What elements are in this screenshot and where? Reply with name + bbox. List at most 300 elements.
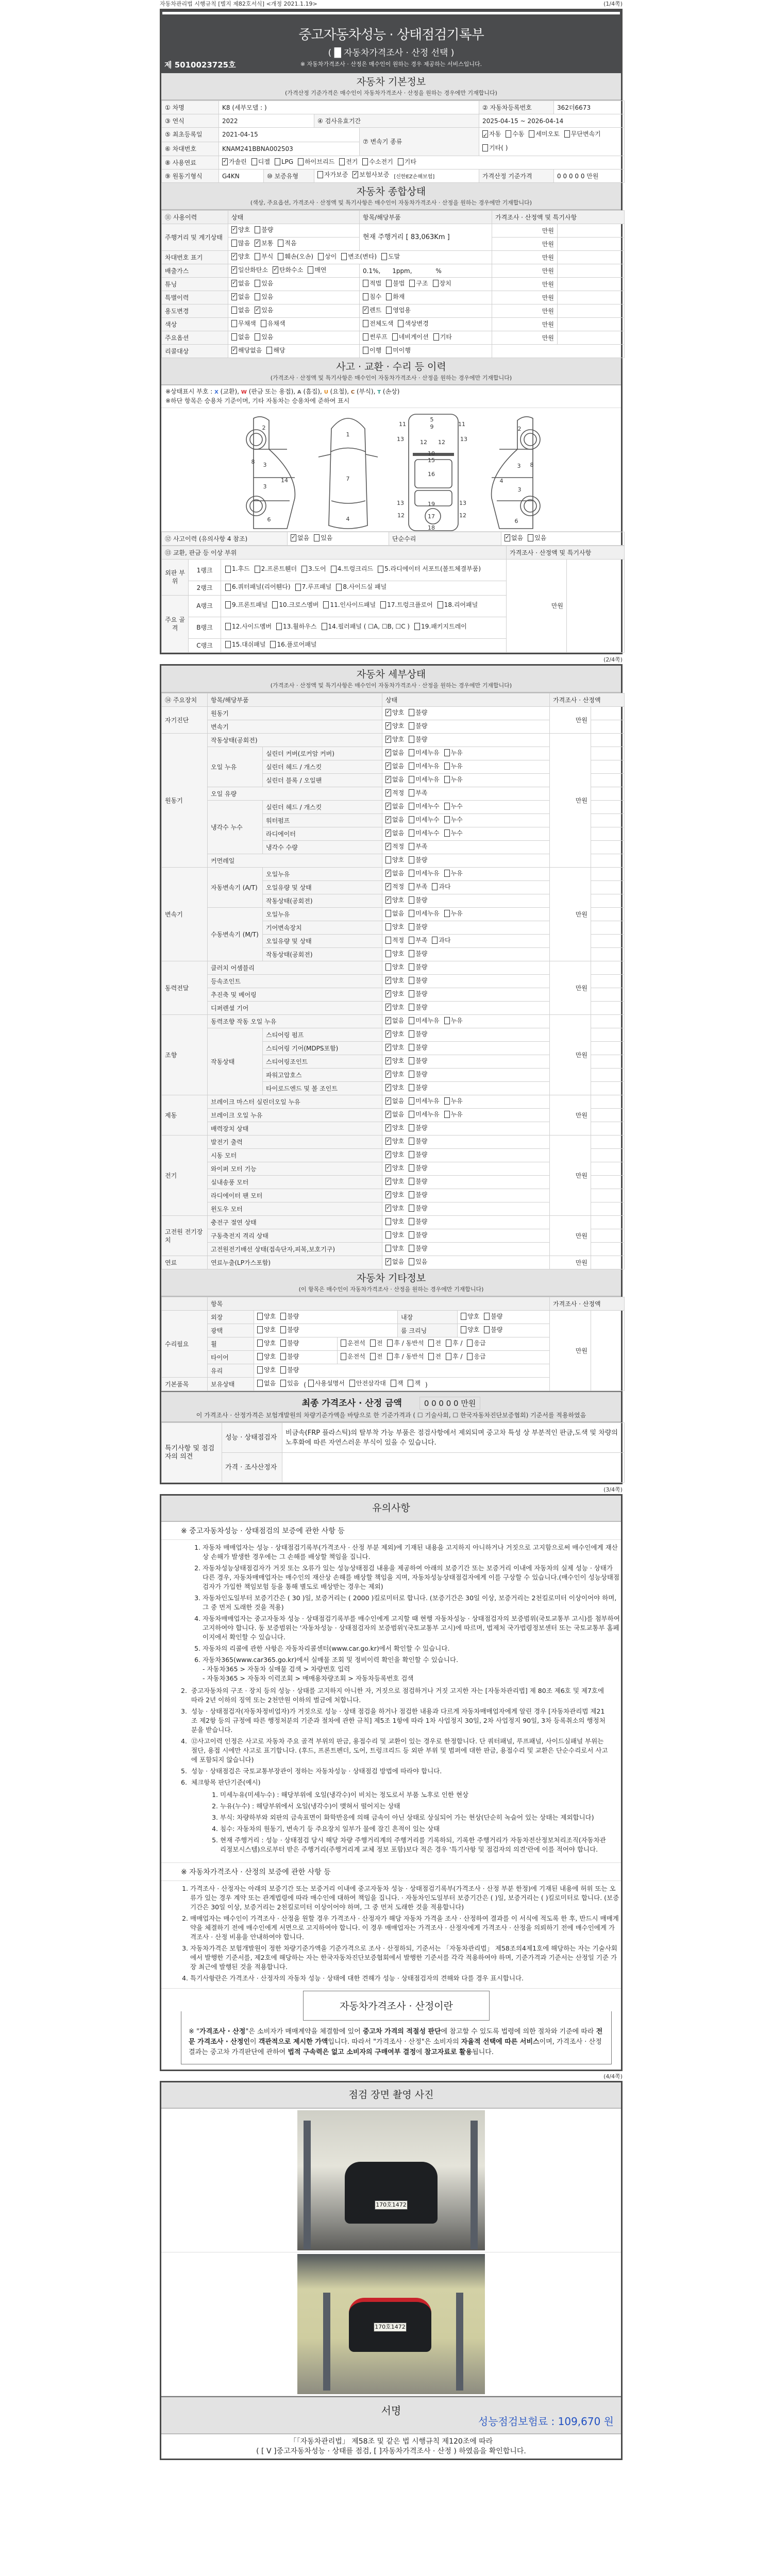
note-text: 자동차365(www.car365.go.kr)에서 실매물 조회 및 정비이력 확인을 확인할 수 있습니다. — [203, 1656, 459, 1664]
checkbox-option[interactable] — [385, 1204, 404, 1212]
checkbox-option[interactable] — [231, 266, 268, 274]
checkbox-option[interactable] — [385, 1244, 404, 1252]
checkbox-option[interactable] — [257, 1366, 276, 1374]
checkbox-option[interactable] — [409, 1083, 427, 1092]
checkbox-option[interactable] — [341, 252, 377, 261]
checkbox-option[interactable] — [385, 735, 404, 743]
checkbox-option[interactable] — [444, 909, 463, 918]
legend-note: ※하단 항목은 승용차 기준이며, 기타 자동차는 승용차에 준하여 표시 — [165, 397, 350, 404]
cell — [360, 278, 492, 291]
price-note-cell — [558, 331, 625, 345]
checkbox-option[interactable] — [255, 279, 273, 287]
checkbox-option[interactable] — [385, 909, 404, 918]
checkbox-option[interactable] — [363, 333, 388, 341]
option-label: 없음 — [392, 803, 405, 810]
year-value: 2022 — [222, 117, 238, 125]
checkbox-option[interactable] — [409, 1124, 427, 1132]
checkbox-option[interactable] — [318, 252, 337, 261]
checkbox-option[interactable] — [409, 1164, 427, 1172]
checkbox-option[interactable] — [280, 1326, 299, 1334]
checked-checkbox-icon — [385, 709, 391, 716]
checkbox-option[interactable] — [409, 1191, 427, 1199]
checkbox-option[interactable] — [409, 950, 427, 958]
checkbox-option[interactable] — [385, 896, 404, 904]
unchecked-checkbox-icon — [386, 307, 392, 314]
checkbox-option[interactable] — [432, 883, 450, 891]
checkbox-option[interactable] — [385, 1217, 404, 1226]
checkbox-option[interactable] — [506, 128, 524, 140]
checkbox-option[interactable] — [231, 239, 250, 247]
checkbox-option[interactable] — [409, 722, 427, 730]
unchecked-checkbox-icon — [386, 293, 392, 300]
checkbox-option[interactable] — [409, 1030, 427, 1038]
part-checkbox[interactable] — [322, 622, 410, 632]
checkbox-option[interactable] — [255, 333, 273, 341]
checkbox-option[interactable] — [385, 1097, 404, 1105]
checkbox-option[interactable] — [308, 266, 326, 274]
cell — [338, 1351, 550, 1364]
price-cell — [492, 251, 558, 264]
part-checkbox[interactable] — [323, 600, 376, 610]
checkbox-option[interactable] — [408, 1379, 421, 1387]
part-number-label: 3 — [263, 462, 267, 468]
checkbox-option[interactable] — [385, 950, 404, 958]
checkbox-option[interactable] — [273, 266, 303, 274]
cell — [591, 1216, 625, 1229]
checkbox-option[interactable] — [444, 749, 463, 757]
part-number-label: 4 — [499, 478, 503, 484]
criteria-item: 1. 미세누유(미세누수) : 해당부위에 오일(냉각수)이 비치는 정도로서 부품 노후로 인한 현상 — [220, 1790, 611, 1800]
checkbox-option[interactable] — [409, 1177, 427, 1185]
checkbox-option[interactable] — [409, 1097, 439, 1105]
checkbox-option[interactable] — [385, 842, 404, 851]
checkbox-option[interactable] — [385, 976, 404, 985]
checkbox-option[interactable] — [385, 1164, 404, 1172]
checkbox-option[interactable] — [370, 1352, 383, 1361]
checkbox-option[interactable] — [385, 775, 404, 784]
checked-checkbox-icon — [385, 1191, 391, 1198]
checkbox-option[interactable] — [257, 1326, 276, 1334]
checkbox-option[interactable] — [385, 829, 404, 837]
checkbox-option[interactable] — [280, 1312, 299, 1320]
checkbox-option[interactable] — [409, 883, 427, 891]
checkbox-option[interactable] — [391, 1379, 404, 1387]
unchecked-checkbox-icon — [362, 158, 368, 165]
checkbox-option[interactable] — [280, 1339, 299, 1347]
note-text: 성능 · 상태점검자(자동차정비업자)가 거짓으로 성능 · 상태 점검을 하거나 점검한 내용과 다르게 자동차매매업자에게 알린 경우 [자동차관리법 제21조 제2항 등의 규정에 따른 행정처분의 기준과 절차에 관한 규칙] 제5조 1항에 따라 1차 사업정지 30일, 2차 사업정지 90일, 3차 등록취소의 행정처분을 받습니다. — [191, 1707, 606, 1734]
unchecked-checkbox-icon — [444, 1111, 450, 1118]
checkbox-option[interactable] — [255, 252, 273, 261]
checkbox-option[interactable] — [392, 333, 429, 341]
checkbox-option[interactable] — [385, 1016, 404, 1025]
checkbox-option[interactable] — [385, 963, 404, 971]
checkbox-option[interactable] — [409, 963, 427, 971]
checkbox-option[interactable] — [314, 534, 332, 542]
checkbox-option[interactable] — [482, 142, 508, 154]
cell — [382, 988, 550, 1002]
checkbox-option[interactable] — [317, 171, 348, 179]
checkbox-option[interactable] — [370, 1339, 383, 1347]
car-door-lines — [492, 449, 533, 501]
unchecked-checkbox-icon — [231, 333, 237, 341]
cell — [264, 170, 314, 183]
checkbox-option[interactable] — [409, 1003, 427, 1011]
cell — [208, 854, 382, 868]
cell — [591, 935, 625, 948]
checkbox-option[interactable] — [409, 1110, 439, 1118]
checkbox-option[interactable] — [385, 883, 404, 891]
part-checkbox[interactable] — [336, 582, 386, 592]
option-label: 부족 — [415, 789, 428, 796]
checkbox-option[interactable] — [385, 1057, 404, 1065]
checkbox-option[interactable] — [385, 1083, 404, 1092]
checkbox-option[interactable] — [398, 319, 428, 328]
checkbox-option[interactable] — [222, 158, 247, 166]
checkbox-option[interactable] — [278, 252, 313, 261]
unchecked-checkbox-icon — [381, 253, 387, 260]
checkbox-option[interactable] — [385, 1231, 404, 1239]
part-checkbox[interactable] — [380, 600, 433, 610]
option-label: 있음 — [261, 307, 274, 314]
checkbox-option[interactable] — [386, 279, 405, 287]
checkbox-option[interactable] — [261, 319, 285, 328]
checkbox-option[interactable] — [564, 128, 601, 140]
checkbox-option[interactable] — [428, 1339, 441, 1347]
checkbox-option[interactable] — [280, 1352, 299, 1361]
checkbox-option[interactable] — [291, 534, 309, 542]
checkbox-option[interactable] — [385, 1003, 404, 1011]
label: ③ 연식 — [165, 117, 184, 125]
part-checkbox[interactable] — [301, 564, 326, 574]
checkbox-option[interactable] — [409, 1043, 427, 1052]
checkbox-option[interactable] — [505, 534, 523, 542]
cell — [263, 1069, 382, 1082]
option-label: 불량 — [415, 1205, 428, 1212]
part-checkbox[interactable] — [272, 600, 318, 610]
checkbox-option[interactable] — [385, 990, 404, 998]
checkbox-option[interactable] — [409, 802, 439, 810]
part-checkbox[interactable] — [225, 564, 250, 574]
checkbox-option[interactable] — [385, 1258, 404, 1266]
checkbox-option[interactable] — [386, 293, 405, 301]
checkbox-option[interactable] — [385, 856, 404, 864]
checkbox-option[interactable] — [385, 1043, 404, 1052]
appraisal-note-item: 3. 자동차가격은 보험개발원이 정한 차량기준가액을 기준가격으로 조사 · 산정하되, 기준서는 「자동차관리법」 제58조의4제1호에 해당하는 자는 기술사회에서 발행한 기준서를, 제2호에 해당하는 자는 한국자동차진단보증협회에서 발행한 기준서를 각각 적용하여야 하며, 기준가격과 기준서는 산정일 기준 가장 최근에 발행된 것을 적용합니다. — [190, 1944, 621, 1972]
checkbox-option[interactable] — [362, 158, 393, 166]
part-checkbox[interactable] — [225, 622, 272, 632]
checkbox-option[interactable] — [409, 816, 439, 824]
car-name-value: K8 (세부모델 : ) — [222, 104, 267, 111]
column-header: 항목/해당부품 — [363, 213, 401, 221]
option-label: 미세누유 — [415, 910, 440, 917]
checkbox-option[interactable] — [409, 990, 427, 998]
lift-post — [323, 2293, 330, 2391]
checkbox-option[interactable] — [386, 306, 411, 314]
cell — [591, 908, 625, 921]
front-inspection-photo[interactable] — [297, 2110, 485, 2250]
checkbox-option[interactable] — [409, 909, 439, 918]
checkbox-option[interactable] — [433, 333, 452, 341]
checkbox-option[interactable] — [385, 1124, 404, 1132]
cell — [263, 774, 382, 787]
checkbox-option[interactable] — [444, 762, 463, 770]
checkbox-option[interactable] — [484, 1326, 502, 1334]
checkbox-option[interactable] — [385, 762, 404, 770]
checkbox-option[interactable] — [280, 1379, 299, 1387]
checkbox-option[interactable] — [409, 936, 427, 944]
checkbox-option[interactable] — [387, 1339, 424, 1347]
checkbox-option[interactable] — [484, 1312, 502, 1320]
definition-segment: 에 — [416, 2048, 425, 2056]
cell — [382, 1229, 550, 1243]
option-label: 있음 — [415, 1258, 428, 1265]
part-checkbox[interactable] — [295, 582, 332, 592]
checkbox-option[interactable] — [257, 1352, 276, 1361]
part-label: 냉각수 수량 — [266, 843, 298, 851]
checkbox-option[interactable] — [385, 816, 404, 824]
checkbox-option[interactable] — [446, 1352, 462, 1361]
checkbox-option[interactable] — [409, 1016, 439, 1025]
cell — [208, 1189, 382, 1202]
option-label: 보험사보증 — [359, 171, 390, 178]
checkbox-option[interactable] — [381, 252, 400, 261]
checkbox-option[interactable] — [409, 775, 439, 784]
option-label: LPG — [281, 158, 294, 165]
checkbox-option[interactable] — [444, 775, 463, 784]
unchecked-checkbox-icon — [317, 171, 323, 178]
checkbox-option[interactable] — [280, 1366, 299, 1374]
label: 단순수리 — [392, 535, 416, 543]
checkbox-option[interactable] — [278, 239, 296, 247]
checkbox-option[interactable] — [409, 708, 427, 717]
checkbox-option[interactable] — [385, 1070, 404, 1078]
checkbox-option[interactable] — [231, 333, 250, 341]
checkbox-option[interactable] — [444, 869, 463, 877]
part-checkbox[interactable] — [225, 600, 267, 610]
checkbox-option[interactable] — [461, 1326, 479, 1334]
checkbox-option[interactable] — [529, 128, 559, 140]
checkbox-option[interactable] — [275, 158, 293, 166]
checkbox-option[interactable] — [385, 722, 404, 730]
price-unit: 만원 — [551, 602, 564, 609]
price-cell — [492, 304, 558, 318]
checkbox-option[interactable] — [409, 1204, 427, 1212]
checkbox-option[interactable] — [231, 306, 250, 314]
checkbox-option[interactable] — [409, 1231, 427, 1239]
part-checkbox[interactable] — [378, 564, 481, 574]
item-value: 0.1%, 1ppm, % — [363, 267, 442, 275]
cell — [360, 318, 492, 331]
checkbox-option[interactable] — [432, 936, 450, 944]
overall-row — [162, 264, 625, 278]
checkbox-option[interactable] — [409, 1150, 427, 1159]
checkbox-option[interactable] — [385, 1030, 404, 1038]
checkbox-option[interactable] — [386, 346, 411, 354]
checkbox-option[interactable] — [409, 842, 427, 851]
checkbox-option[interactable] — [444, 816, 463, 824]
checkbox-option[interactable] — [444, 802, 463, 810]
part-checkbox[interactable] — [225, 640, 265, 650]
checkbox-option[interactable] — [467, 1352, 485, 1361]
checkbox-option[interactable] — [467, 1339, 485, 1347]
part-checkbox[interactable] — [225, 582, 291, 592]
checkbox-option[interactable] — [257, 1312, 276, 1320]
unchecked-checkbox-icon — [231, 307, 237, 314]
checkbox-option[interactable] — [482, 128, 501, 140]
checkbox-option[interactable] — [385, 1150, 404, 1159]
checkbox-option[interactable] — [409, 749, 439, 757]
checkbox-option[interactable] — [341, 1339, 365, 1347]
item-label: 클러치 어셈블리 — [211, 964, 255, 972]
checkbox-option[interactable] — [352, 171, 389, 179]
checkbox-option[interactable] — [409, 789, 427, 797]
checkbox-option[interactable] — [409, 762, 439, 770]
checkbox-option[interactable] — [341, 1352, 365, 1361]
checkbox-option[interactable] — [385, 802, 404, 810]
checkbox-option[interactable] — [363, 319, 393, 328]
part-checkbox[interactable] — [255, 564, 297, 574]
unchecked-checkbox-icon — [484, 1326, 490, 1333]
part-label: 14.필러패널 ( ☐A, ☐B, ☐C ) — [328, 622, 410, 630]
checkbox-option[interactable] — [255, 293, 273, 301]
checkbox-option[interactable] — [257, 1379, 276, 1387]
unchecked-checkbox-icon — [341, 1340, 346, 1347]
registration-number-value: 362더6673 — [557, 104, 591, 111]
checkbox-option[interactable] — [409, 896, 427, 904]
checkbox-option[interactable] — [231, 293, 250, 301]
unchecked-checkbox-icon — [409, 923, 414, 930]
checkbox-option[interactable] — [251, 158, 270, 166]
checkbox-option[interactable] — [231, 319, 256, 328]
checkbox-option[interactable] — [339, 158, 358, 166]
checkbox-option[interactable] — [266, 346, 285, 354]
checkbox-option[interactable] — [409, 1217, 427, 1226]
option-label: 수소전기 — [369, 158, 393, 165]
part-checkbox[interactable] — [331, 564, 373, 574]
checkbox-option[interactable] — [363, 346, 381, 354]
checkbox-option[interactable] — [231, 252, 250, 261]
criteria-item: 2. 누유(누수) : 해당부위에서 오일(냉각수)이 맺혀서 떨어지는 상태 — [220, 1802, 611, 1811]
checkbox-option[interactable] — [409, 923, 427, 931]
checkbox-option[interactable] — [385, 936, 404, 944]
checkbox-option[interactable] — [387, 1352, 424, 1361]
checkbox-option[interactable] — [385, 1177, 404, 1185]
checkbox-option[interactable] — [255, 226, 273, 234]
part-label: 8.사이드실 패널 — [343, 583, 387, 590]
label: ⑥ 차대번호 — [165, 145, 196, 152]
part-number-label: 16 — [428, 471, 435, 478]
final-price-value: 0 0 0 0 0 만원 — [419, 1397, 481, 1410]
checkbox-option[interactable] — [308, 1379, 345, 1387]
checkbox-option[interactable] — [444, 1016, 463, 1025]
checkbox-option[interactable] — [231, 346, 262, 354]
checked-checkbox-icon — [385, 803, 391, 810]
checkbox-option[interactable] — [409, 829, 439, 837]
unchecked-checkbox-icon — [409, 1231, 414, 1239]
option-label: 불량 — [491, 1313, 503, 1320]
checkbox-option[interactable] — [444, 829, 463, 837]
option-label: 해당없음 — [238, 347, 262, 354]
lift-post — [304, 2121, 311, 2249]
checkbox-option[interactable] — [409, 856, 427, 864]
checkbox-option[interactable] — [444, 1110, 463, 1118]
checkbox-option[interactable] — [385, 869, 404, 877]
price-unit: 만원 — [575, 984, 588, 992]
cell — [208, 1176, 382, 1189]
item-label: 자동변속기 (A/T) — [211, 884, 258, 891]
checkbox-option[interactable] — [409, 1057, 427, 1065]
checkbox-option[interactable] — [409, 869, 439, 877]
checkbox-option[interactable] — [409, 1244, 427, 1252]
checkbox-option[interactable] — [257, 1339, 276, 1347]
row-fuel — [162, 156, 625, 170]
checkbox-option[interactable] — [528, 534, 546, 542]
checkbox-option[interactable] — [363, 279, 381, 287]
checkbox-option[interactable] — [349, 1379, 386, 1387]
checkbox-option[interactable] — [385, 789, 404, 797]
checkbox-option[interactable] — [433, 279, 451, 287]
cell — [591, 868, 625, 881]
checkbox-option[interactable] — [409, 735, 427, 743]
checkbox-option[interactable] — [363, 293, 381, 301]
option-label: 많음 — [238, 240, 250, 247]
part-checkbox[interactable] — [270, 640, 316, 650]
signature-section — [161, 2396, 621, 2434]
column-header: 가격조사 · 산정액 및 특기사항 — [495, 213, 577, 221]
cell — [591, 707, 625, 720]
cell — [219, 156, 625, 170]
unchecked-checkbox-icon — [433, 333, 439, 341]
checkbox-option[interactable] — [398, 158, 416, 166]
checkbox-option[interactable] — [409, 1137, 427, 1145]
cell — [228, 278, 360, 291]
checkbox-option[interactable] — [409, 1070, 427, 1078]
option-label: 누유 — [450, 749, 463, 756]
checkbox-option[interactable] — [255, 306, 273, 314]
checkbox-option[interactable] — [385, 1137, 404, 1145]
checkbox-option[interactable] — [385, 923, 404, 931]
checkbox-option[interactable] — [385, 749, 404, 757]
checkbox-option[interactable] — [385, 708, 404, 717]
rear-inspection-photo[interactable] — [297, 2254, 485, 2394]
part-checkbox[interactable] — [438, 600, 478, 610]
unchecked-checkbox-icon — [409, 1138, 414, 1145]
checkbox-option[interactable] — [446, 1339, 462, 1347]
checkbox-option[interactable] — [461, 1312, 479, 1320]
checkbox-option[interactable] — [444, 1097, 463, 1105]
checkbox-option[interactable] — [298, 158, 334, 166]
checkbox-option[interactable] — [409, 976, 427, 985]
device-group-label: 연료 — [165, 1259, 177, 1266]
checkbox-option[interactable] — [231, 226, 250, 234]
option-label: 불량 — [491, 1326, 503, 1333]
part-checkbox[interactable] — [276, 622, 316, 632]
checkbox-option[interactable] — [255, 239, 273, 247]
definition-segment: 전문 가격조사 · 산정인 — [189, 2028, 603, 2046]
checkbox-option[interactable] — [385, 1110, 404, 1118]
cell — [591, 1256, 625, 1269]
checkbox-option[interactable] — [409, 1258, 427, 1266]
checkbox-option[interactable] — [385, 1191, 404, 1199]
checkbox-option[interactable] — [428, 1352, 441, 1361]
checkbox-option[interactable] — [363, 306, 381, 314]
checkbox-option[interactable] — [409, 279, 428, 287]
note-item — [203, 1564, 621, 1591]
part-checkbox[interactable] — [414, 622, 467, 632]
cell — [389, 532, 501, 546]
cell — [219, 114, 314, 128]
checkbox-option[interactable] — [231, 279, 250, 287]
